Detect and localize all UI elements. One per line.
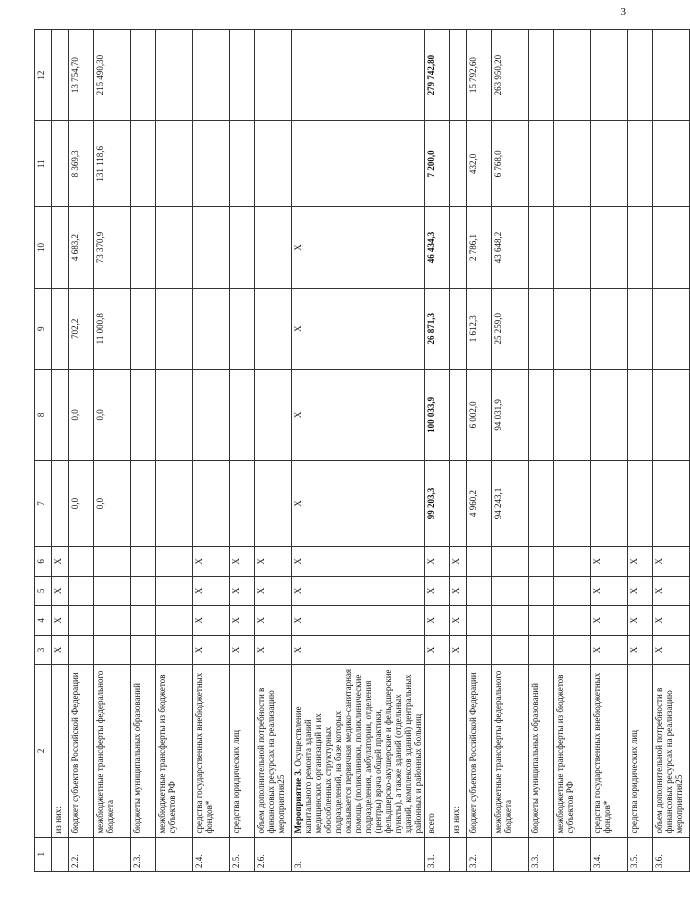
- value-cell: [653, 288, 690, 369]
- value-cell: X: [52, 547, 69, 577]
- value-cell: [193, 460, 230, 546]
- value-cell: [529, 606, 554, 636]
- value-cell: X: [425, 635, 450, 665]
- value-cell: [156, 606, 193, 636]
- table-body: [35, 30, 690, 872]
- value-cell: X: [450, 547, 467, 577]
- page-number: 3: [620, 6, 626, 18]
- row-label-cell: объем дополнительной потребности в финансовых ресурсах на реализацию мероприятия25: [653, 665, 690, 837]
- value-cell: [255, 30, 292, 121]
- value-cell: X: [193, 635, 230, 665]
- value-cell: 6 768,0: [492, 121, 529, 207]
- value-cell: X: [230, 606, 255, 636]
- value-cell: X: [52, 606, 69, 636]
- value-cell: [156, 576, 193, 606]
- row-number-cell: 3.5.: [628, 837, 653, 871]
- value-cell: [628, 121, 653, 207]
- value-cell: X: [628, 547, 653, 577]
- value-cell: [529, 576, 554, 606]
- value-cell: 15 792,60: [467, 30, 492, 121]
- value-cell: [467, 576, 492, 606]
- budget-table: [34, 29, 690, 872]
- value-cell: X: [628, 576, 653, 606]
- value-cell: X: [628, 606, 653, 636]
- value-cell: [131, 369, 156, 460]
- row-label-cell: межбюджетные трансферты из бюджетов субъектов РФ: [156, 665, 193, 837]
- row-label-cell: средства государственных внебюджетных фондов*: [591, 665, 628, 837]
- value-cell: [554, 635, 591, 665]
- value-cell: [450, 207, 467, 288]
- value-cell: [131, 547, 156, 577]
- value-cell: [52, 207, 69, 288]
- value-cell: [554, 460, 591, 546]
- value-cell: X: [292, 288, 425, 369]
- row-label-cell: межбюджетные трансферты федерального бюджета: [492, 665, 529, 837]
- rotated-document: [34, 29, 684, 872]
- value-cell: [292, 121, 425, 207]
- value-cell: 26 871,3: [425, 288, 450, 369]
- value-cell: [255, 288, 292, 369]
- value-cell: [450, 369, 467, 460]
- value-cell: X: [653, 606, 690, 636]
- row-label-cell: из них:: [52, 665, 69, 837]
- row-number-cell: 3.3.: [529, 837, 554, 871]
- row-number-cell: 3.4.: [591, 837, 628, 871]
- table-row: [628, 30, 653, 872]
- value-cell: [467, 635, 492, 665]
- value-cell: [156, 288, 193, 369]
- value-cell: 13 754,70: [69, 30, 94, 121]
- value-cell: 94 031,9: [492, 369, 529, 460]
- value-cell: 702,2: [69, 288, 94, 369]
- header-cell: 1: [35, 837, 52, 871]
- value-cell: [69, 635, 94, 665]
- row-number-cell: [52, 837, 69, 871]
- value-cell: X: [628, 635, 653, 665]
- value-cell: [69, 547, 94, 577]
- row-number-cell: [554, 837, 591, 871]
- table-row: [94, 30, 131, 872]
- value-cell: X: [292, 460, 425, 546]
- row-number-cell: 3.: [292, 837, 425, 871]
- value-cell: 131 118,6: [94, 121, 131, 207]
- header-cell: 11: [35, 121, 52, 207]
- value-cell: [131, 576, 156, 606]
- header-cell: 5: [35, 576, 52, 606]
- value-cell: X: [292, 207, 425, 288]
- header-cell: 2: [35, 665, 52, 837]
- value-cell: X: [230, 635, 255, 665]
- value-cell: X: [653, 547, 690, 577]
- value-cell: [554, 606, 591, 636]
- value-cell: 263 950,20: [492, 30, 529, 121]
- value-cell: [591, 30, 628, 121]
- value-cell: [131, 288, 156, 369]
- value-cell: 0,0: [69, 369, 94, 460]
- value-cell: [554, 30, 591, 121]
- table-row: [467, 30, 492, 872]
- value-cell: [94, 606, 131, 636]
- value-cell: [131, 606, 156, 636]
- value-cell: [131, 460, 156, 546]
- value-cell: X: [591, 606, 628, 636]
- value-cell: X: [450, 635, 467, 665]
- value-cell: 0,0: [94, 460, 131, 546]
- value-cell: X: [255, 635, 292, 665]
- value-cell: [591, 288, 628, 369]
- table-row: [255, 30, 292, 872]
- value-cell: X: [450, 606, 467, 636]
- value-cell: [230, 288, 255, 369]
- row-label-cell: бюджет субъектов Российской Федерации: [467, 665, 492, 837]
- table-row: [156, 30, 193, 872]
- row-label-cell: межбюджетные трансферты из бюджетов субъектов РФ: [554, 665, 591, 837]
- value-cell: 1 612,3: [467, 288, 492, 369]
- row-number-cell: 3.6.: [653, 837, 690, 871]
- value-cell: [69, 576, 94, 606]
- table-row: [131, 30, 156, 872]
- value-cell: [255, 207, 292, 288]
- row-label-cell: межбюджетные трансферты федерального бюджета: [94, 665, 131, 837]
- value-cell: [255, 460, 292, 546]
- value-cell: [52, 121, 69, 207]
- value-cell: [156, 207, 193, 288]
- header-cell: 10: [35, 207, 52, 288]
- table-row: [193, 30, 230, 872]
- value-cell: 100 033,9: [425, 369, 450, 460]
- value-cell: [131, 30, 156, 121]
- value-cell: 73 370,9: [94, 207, 131, 288]
- value-cell: [653, 121, 690, 207]
- table-row: [492, 30, 529, 872]
- header-cell: 4: [35, 606, 52, 636]
- value-cell: [156, 369, 193, 460]
- value-cell: 6 002,0: [467, 369, 492, 460]
- value-cell: [94, 635, 131, 665]
- row-label-cell: из них:: [450, 665, 467, 837]
- value-cell: X: [292, 576, 425, 606]
- value-cell: [255, 369, 292, 460]
- value-cell: [255, 121, 292, 207]
- value-cell: [450, 460, 467, 546]
- table-row: [591, 30, 628, 872]
- value-cell: [52, 30, 69, 121]
- value-cell: [467, 606, 492, 636]
- value-cell: X: [591, 576, 628, 606]
- value-cell: [94, 576, 131, 606]
- value-cell: X: [193, 576, 230, 606]
- value-cell: [193, 121, 230, 207]
- value-cell: X: [591, 547, 628, 577]
- value-cell: [554, 576, 591, 606]
- value-cell: X: [292, 635, 425, 665]
- value-cell: [529, 547, 554, 577]
- value-cell: [554, 207, 591, 288]
- value-cell: [193, 288, 230, 369]
- value-cell: [492, 576, 529, 606]
- value-cell: [529, 207, 554, 288]
- value-cell: X: [230, 576, 255, 606]
- value-cell: [156, 30, 193, 121]
- row-label-cell: средства юридических лиц: [230, 665, 255, 837]
- value-cell: [554, 288, 591, 369]
- value-cell: [52, 288, 69, 369]
- value-cell: [628, 288, 653, 369]
- value-cell: [591, 460, 628, 546]
- value-cell: [628, 207, 653, 288]
- value-cell: [554, 121, 591, 207]
- value-cell: [230, 30, 255, 121]
- value-cell: [94, 547, 131, 577]
- row-label-cell: средства юридических лиц: [628, 665, 653, 837]
- value-cell: 2 786,1: [467, 207, 492, 288]
- value-cell: X: [255, 606, 292, 636]
- value-cell: X: [52, 635, 69, 665]
- header-cell: 12: [35, 30, 52, 121]
- value-cell: X: [292, 369, 425, 460]
- table-row: [69, 30, 94, 872]
- value-cell: 4 683,2: [69, 207, 94, 288]
- measure-heading: Мероприятие 3.: [293, 768, 303, 834]
- row-label-cell: средства государственных внебюджетных фондов*: [193, 665, 230, 837]
- value-cell: [131, 207, 156, 288]
- table-row: [292, 30, 425, 872]
- table-row: [52, 30, 69, 872]
- value-cell: [492, 606, 529, 636]
- value-cell: [450, 121, 467, 207]
- value-cell: [529, 121, 554, 207]
- value-cell: [467, 547, 492, 577]
- row-label-cell: всего: [425, 665, 450, 837]
- value-cell: [628, 30, 653, 121]
- table-row: [554, 30, 591, 872]
- value-cell: X: [425, 547, 450, 577]
- value-cell: [193, 369, 230, 460]
- measure-description: Осуществление капитального ремонта зданий медицинских организаций и их обособленных структурных подразделений, на базе которых оказывается первичная медико-санитарная помощь (поликлиники, поликлинические подразделения, амбулатории, отделения (центры) врача общей практики, фельдшерско-акушерские и фельдшерские пункты), а также зданий (отдельных зданий, комплексов зданий) центральных районных и районных больниц: [293, 668, 423, 834]
- value-cell: 0,0: [69, 460, 94, 546]
- header-cell: 9: [35, 288, 52, 369]
- value-cell: [529, 288, 554, 369]
- value-cell: [591, 207, 628, 288]
- value-cell: 8 369,3: [69, 121, 94, 207]
- value-cell: [554, 369, 591, 460]
- value-cell: 7 200,0: [425, 121, 450, 207]
- value-cell: [230, 369, 255, 460]
- table-row: [529, 30, 554, 872]
- row-number-cell: [450, 837, 467, 871]
- row-number-cell: 3.1.: [425, 837, 450, 871]
- row-number-cell: [156, 837, 193, 871]
- value-cell: X: [450, 576, 467, 606]
- value-cell: [450, 30, 467, 121]
- value-cell: [230, 121, 255, 207]
- row-label-cell: объем дополнительной потребности в финансовых ресурсах на реализацию мероприятия25: [255, 665, 292, 837]
- value-cell: [131, 635, 156, 665]
- row-number-cell: [492, 837, 529, 871]
- row-number-cell: 2.3.: [131, 837, 156, 871]
- table-row: [230, 30, 255, 872]
- value-cell: [230, 460, 255, 546]
- value-cell: [131, 121, 156, 207]
- value-cell: 432,0: [467, 121, 492, 207]
- value-cell: [554, 547, 591, 577]
- row-number-cell: 2.2.: [69, 837, 94, 871]
- value-cell: [193, 207, 230, 288]
- value-cell: [653, 30, 690, 121]
- header-cell: 8: [35, 369, 52, 460]
- header-cell: 3: [35, 635, 52, 665]
- value-cell: X: [255, 576, 292, 606]
- value-cell: X: [193, 606, 230, 636]
- value-cell: [591, 121, 628, 207]
- value-cell: 0,0: [94, 369, 131, 460]
- value-cell: X: [292, 606, 425, 636]
- value-cell: X: [52, 576, 69, 606]
- value-cell: [156, 121, 193, 207]
- value-cell: [292, 30, 425, 121]
- value-cell: [230, 207, 255, 288]
- value-cell: 279 742,80: [425, 30, 450, 121]
- table-row: [450, 30, 467, 872]
- header-cell: 7: [35, 460, 52, 546]
- value-cell: X: [653, 635, 690, 665]
- value-cell: 25 259,0: [492, 288, 529, 369]
- value-cell: [52, 369, 69, 460]
- row-number-cell: [94, 837, 131, 871]
- value-cell: [156, 460, 193, 546]
- value-cell: [529, 635, 554, 665]
- value-cell: [69, 606, 94, 636]
- value-cell: [529, 369, 554, 460]
- value-cell: 43 648,2: [492, 207, 529, 288]
- value-cell: [653, 369, 690, 460]
- row-label-cell: бюджеты муниципальных образований: [529, 665, 554, 837]
- value-cell: 215 490,30: [94, 30, 131, 121]
- row-number-cell: 3.2.: [467, 837, 492, 871]
- value-cell: 11 000,8: [94, 288, 131, 369]
- table-row: [425, 30, 450, 872]
- row-label-cell: бюджет субъектов Российской Федерации: [69, 665, 94, 837]
- value-cell: 4 960,2: [467, 460, 492, 546]
- row-label-cell: бюджеты муниципальных образований: [131, 665, 156, 837]
- row-number-cell: 2.6.: [255, 837, 292, 871]
- value-cell: [628, 369, 653, 460]
- value-cell: [653, 207, 690, 288]
- value-cell: X: [193, 547, 230, 577]
- value-cell: [450, 288, 467, 369]
- value-cell: [156, 635, 193, 665]
- value-cell: 94 243,1: [492, 460, 529, 546]
- value-cell: [156, 547, 193, 577]
- value-cell: [529, 460, 554, 546]
- value-cell: [529, 30, 554, 121]
- value-cell: [653, 460, 690, 546]
- value-cell: X: [653, 576, 690, 606]
- value-cell: X: [591, 635, 628, 665]
- row-number-cell: 2.5.: [230, 837, 255, 871]
- value-cell: X: [255, 547, 292, 577]
- value-cell: X: [425, 606, 450, 636]
- value-cell: X: [292, 547, 425, 577]
- value-cell: 46 434,3: [425, 207, 450, 288]
- value-cell: [193, 30, 230, 121]
- row-label-cell: [292, 665, 425, 837]
- row-number-cell: 2.4.: [193, 837, 230, 871]
- header-cell: 6: [35, 547, 52, 577]
- value-cell: X: [230, 547, 255, 577]
- header-row: [35, 30, 52, 872]
- table-row: [653, 30, 690, 872]
- value-cell: [492, 635, 529, 665]
- value-cell: [628, 460, 653, 546]
- value-cell: X: [425, 576, 450, 606]
- value-cell: [591, 369, 628, 460]
- value-cell: 99 203,3: [425, 460, 450, 546]
- value-cell: [52, 460, 69, 546]
- value-cell: [492, 547, 529, 577]
